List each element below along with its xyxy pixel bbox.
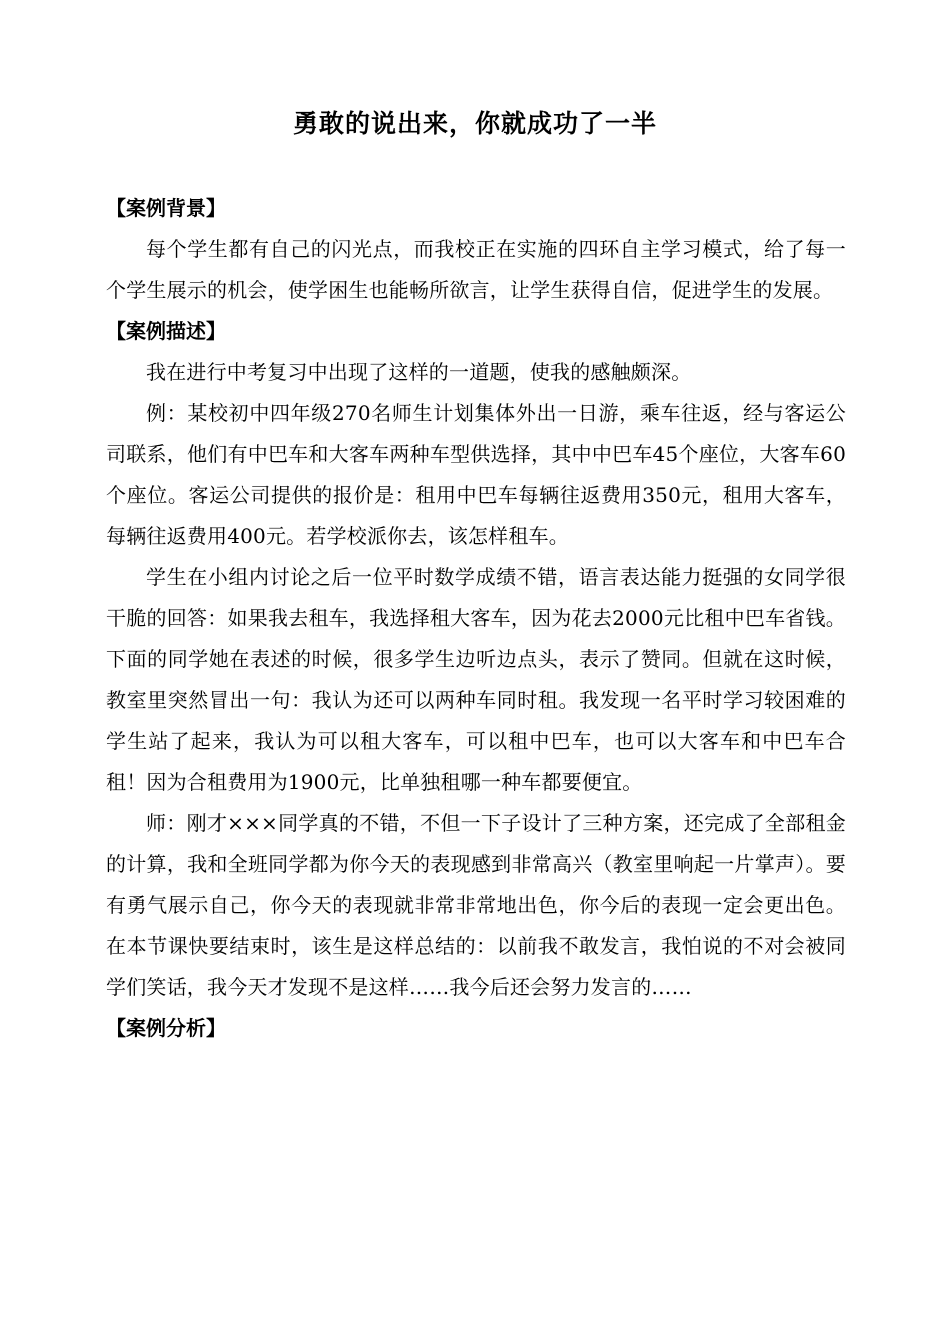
section-heading-background: 【案例背景】 xyxy=(106,196,226,220)
document-body xyxy=(106,188,846,1049)
section-heading-analysis: 【案例分析】 xyxy=(106,1016,226,1040)
paragraph-teacher-response: 师：刚才×××同学真的不错，不但一下子设计了三种方案，还完成了全部租金的计算，我和全班同学都为你今天的表现感到非常高兴（教室里响起一片掌声）。要有勇气展示自己，你今天的表现就非常非常地出色，你今后的表现一定会更出色。在本节课快要结束时，该生是这样总结的：以前我不敢发言，我怕说的不对会被同学们笑话，我今天才发现不是这样……我今后还会努力发言的…… xyxy=(106,811,846,999)
paragraph-example-problem: 例：某校初中四年级270名师生计划集体外出一日游，乘车往返，经与客运公司联系，他们有中巴车和大客车两种车型供选择，其中中巴车45个座位，大客车60个座位。客运公司提供的报价是：租用中巴车每辆往返费用350元，租用大客车，每辆往返费用400元。若学校派你去，该怎样租车。 xyxy=(106,401,846,548)
paragraph-intro: 我在进行中考复习中出现了这样的一道题，使我的感触颇深。 xyxy=(146,360,692,384)
document-title: 勇敢的说出来，你就成功了一半 xyxy=(292,109,657,138)
paragraph-student-discussion: 学生在小组内讨论之后一位平时数学成绩不错，语言表达能力挺强的女同学很干脆的回答：如果我去租车，我选择租大客车，因为花去2000元比租中巴车省钱。下面的同学她在表述的时候，很多学生边听边点头，表示了赞同。但就在这时候，教室里突然冒出一句：我认为还可以两种车同时租。我发现一名平时学习较困难的学生站了起来，我认为可以租大客车，可以租中巴车，也可以大客车和中巴车合租！因为合租费用为1900元，比单独租哪一种车都要便宜。 xyxy=(106,565,846,794)
section-heading-description: 【案例描述】 xyxy=(106,319,226,343)
paragraph-background: 每个学生都有自己的闪光点，而我校正在实施的四环自主学习模式，给了每一个学生展示的机会，使学困生也能畅所欲言，让学生获得自信，促进学生的发展。 xyxy=(106,237,846,302)
